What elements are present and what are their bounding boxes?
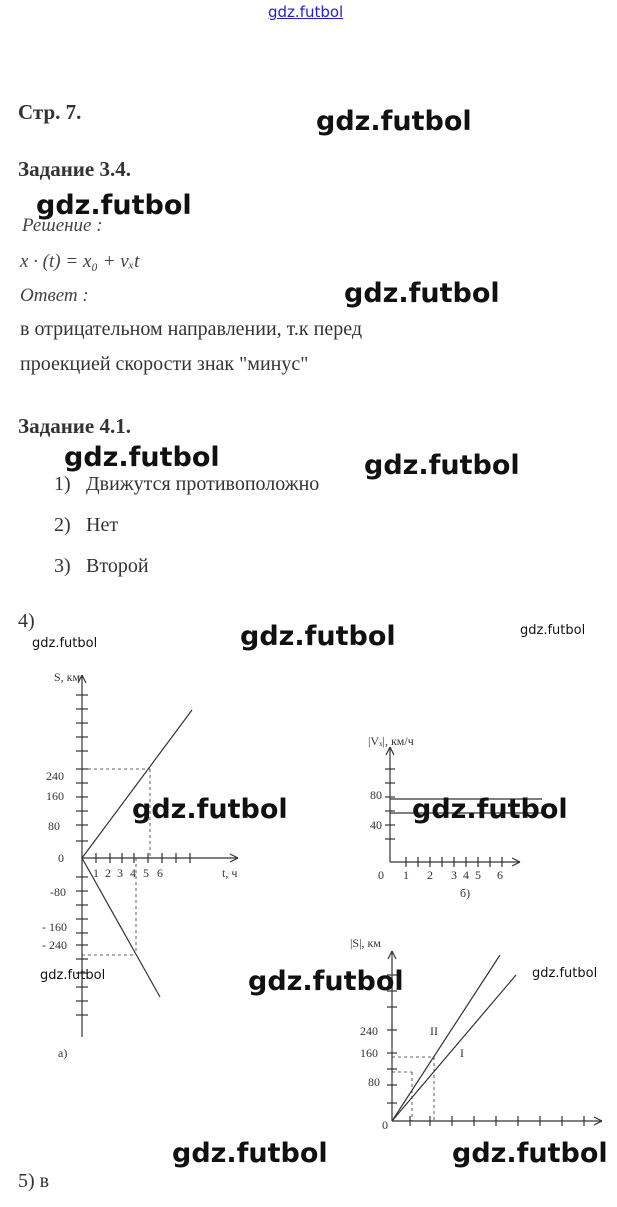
watermark: gdz.futbol — [36, 190, 192, 221]
list-item: 1) Движутся противоположно — [54, 473, 320, 495]
tick-label: 4 — [130, 866, 136, 880]
tick-label: 6 — [497, 868, 503, 882]
solution-label: Решение : — [22, 215, 103, 236]
watermark: gdz.futbol — [452, 1138, 608, 1169]
answer-label: Ответ : — [20, 285, 89, 306]
watermark: gdz.futbol — [32, 636, 98, 651]
graph-a-ylabel: S, км — [54, 670, 81, 684]
tick-label: 6 — [157, 866, 163, 880]
tick-label: 1 — [93, 866, 99, 880]
graph-b-caption: б) — [460, 886, 471, 900]
tick-label: 1 — [403, 868, 409, 882]
list-item: 3) Второй — [54, 555, 149, 577]
tick-label: 0 — [382, 1118, 388, 1132]
list-item: 2) Нет — [54, 514, 119, 536]
graph-c — [340, 935, 610, 1135]
tick-label: 160 — [360, 1046, 378, 1060]
tick-label: 80 — [48, 819, 60, 833]
tick-label: 0 — [58, 851, 64, 865]
item-4-number: 4) — [18, 610, 35, 632]
line-label-ii: II — [430, 1024, 438, 1038]
formula: x · (t) = x₀ + vₓt — [20, 251, 140, 272]
tick-label: 3 — [451, 868, 457, 882]
tick-label: 4 — [463, 868, 469, 882]
tick-label: 80 — [368, 1075, 380, 1089]
tick-label: - 240 — [42, 938, 67, 952]
graph-c-ylabel: |S|, км — [350, 936, 381, 950]
tick-label: 160 — [46, 789, 64, 803]
page-label: Стр. 7. — [18, 100, 82, 124]
answer-line-2: проекцией скорости знак "минус" — [20, 353, 309, 375]
tick-label: -80 — [50, 885, 66, 899]
watermark: gdz.futbol — [412, 794, 568, 825]
graph-a — [30, 665, 260, 1065]
tick-label: 0 — [378, 868, 384, 882]
task-4-1-title: Задание 4.1. — [18, 414, 131, 438]
watermark: gdz.futbol — [344, 278, 500, 309]
tick-label: 2 — [105, 866, 111, 880]
tick-label: 5 — [143, 866, 149, 880]
tick-label: 80 — [370, 788, 382, 802]
task-3-4-title: Задание 3.4. — [18, 157, 131, 181]
item-5: 5) в — [18, 1170, 50, 1192]
tick-label: 40 — [370, 818, 382, 832]
graph-a-xlabel: t, ч — [222, 866, 238, 880]
watermark: gdz.futbol — [172, 1138, 328, 1169]
graph-c-line-I — [392, 975, 516, 1121]
watermark: gdz.futbol — [40, 968, 106, 983]
watermark: gdz.futbol — [532, 966, 598, 981]
watermark: gdz.futbol — [132, 794, 288, 825]
watermark: gdz.futbol — [240, 621, 396, 652]
graph-a-caption: а) — [58, 1046, 68, 1060]
tick-label: 240 — [46, 769, 64, 783]
tick-label: - 160 — [42, 920, 67, 934]
tick-label: 3 — [117, 866, 123, 880]
tick-label: 5 — [475, 868, 481, 882]
tick-label: 240 — [360, 1024, 378, 1038]
answer-line-1: в отрицательном направлении, т.к перед — [20, 318, 362, 340]
watermark: gdz.futbol — [316, 106, 472, 137]
line-label-i: I — [460, 1046, 464, 1060]
graph-c-line-II — [392, 955, 500, 1121]
watermark-link[interactable]: gdz.futbol — [268, 3, 344, 21]
graph-a-line-up — [82, 710, 192, 858]
graph-b-ylabel: |Vₓ|, км/ч — [368, 734, 414, 748]
watermark: gdz.futbol — [364, 450, 520, 481]
watermark: gdz.futbol — [64, 442, 220, 473]
watermark: gdz.futbol — [248, 966, 404, 997]
watermark: gdz.futbol — [520, 623, 586, 638]
tick-label: 2 — [427, 868, 433, 882]
